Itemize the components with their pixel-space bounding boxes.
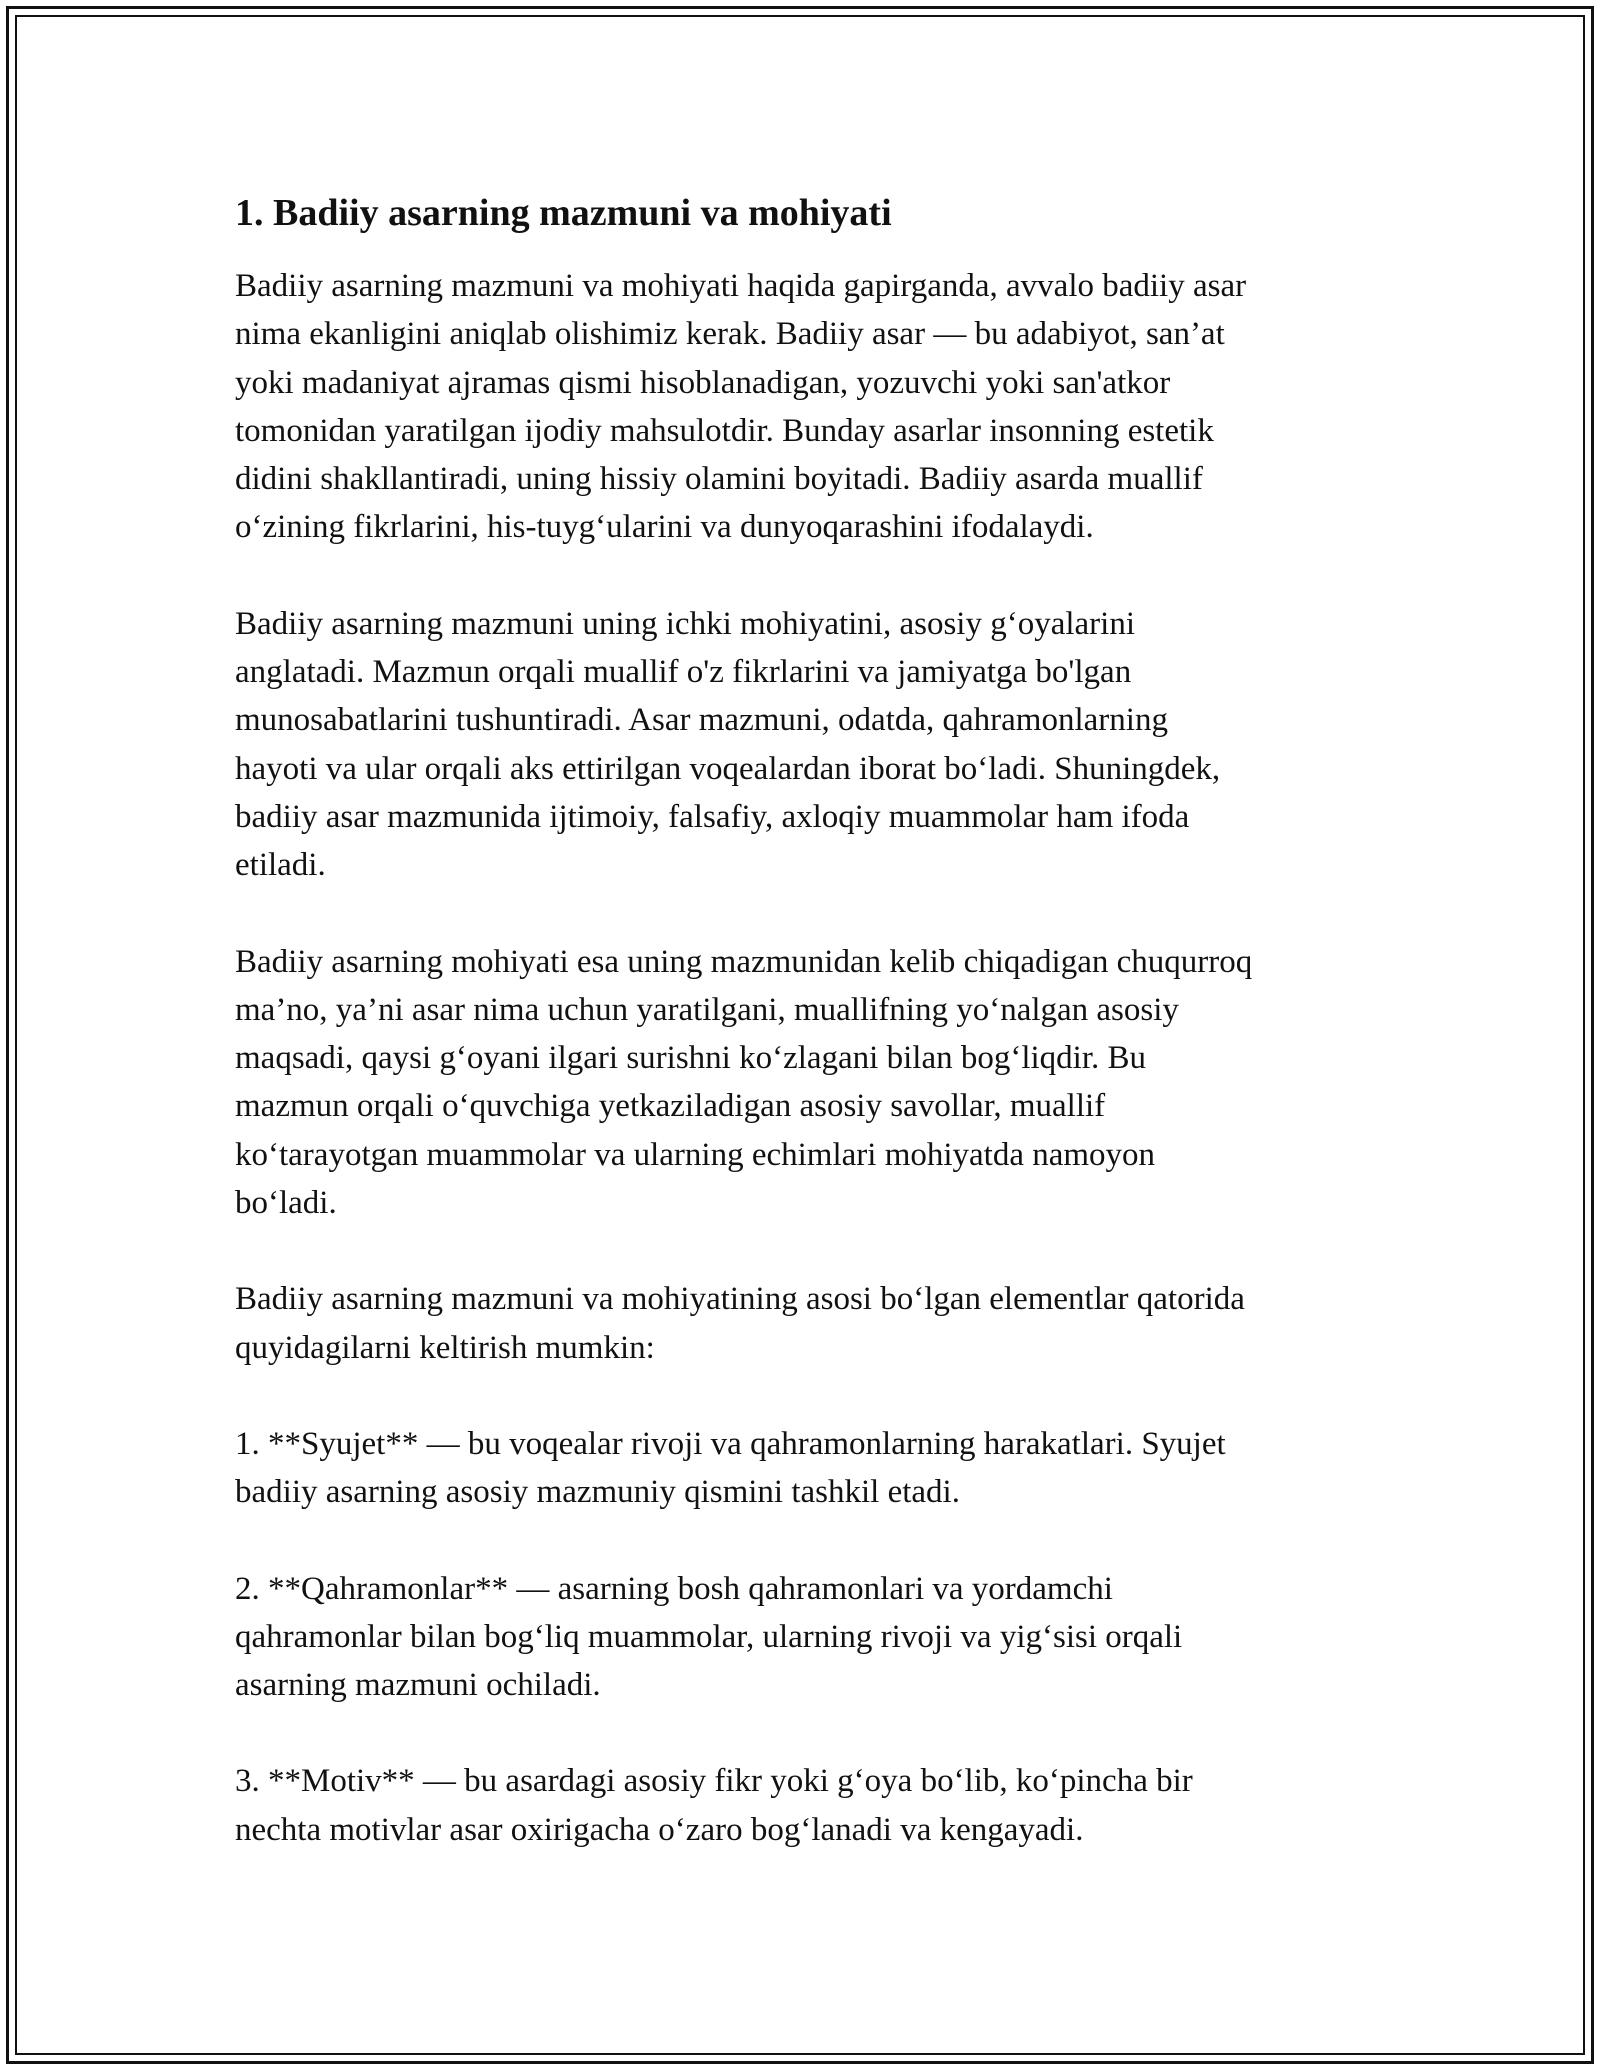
document-body [235,188,1370,1854]
list-item-plot: 1. **Syujet** — bu voqealar rivoji va qahramonlarning harakatlari. Syujet badiiy asarning asosiy mazmuniy qismini tashkil etadi. [235,1425,1226,1511]
list-item-motif: 3. **Motiv** — bu asardagi asosiy fikr yoki g‘oya bo‘lib, ko‘pincha bir nechta motivlar asar oxirigacha o‘zaro bog‘lanadi va kengayadi. [235,1763,1193,1848]
paragraph-elements-intro: Badiiy asarning mazmuni va mohiyatining asosi bo‘lgan elementlar qatorida quyidagilarni keltirish mumkin: [235,1281,1245,1366]
paragraph-definition: Badiiy asarning mazmuni va mohiyati haqida gapirganda, avvalo badiiy asar nima ekanligini aniqlab olishimiz kerak. Badiiy asar — bu adabiyot, san’at yoki madaniyat ajramas qismi hisoblanadigan, yozuvchi yoki san'atkor tomonidan yaratilgan ijodiy mahsulotdir. Bunday asarlar insonning estetik didini shakllantiradi, uning hissiy olamini boyitadi. Badiiy asarda muallif o‘zining fikrlarini, his-tuyg‘ularini va dunyoqarashini ifodalaydi. [235,268,1247,546]
paragraph-content: Badiiy asarning mazmuni uning ichki mohiyatini, asosiy g‘oyalarini anglatadi. Mazmun orqali muallif o'z fikrlarini va jamiyatga bo'lgan munosabatlarini tushuntiradi. Asar mazmuni, odatda, qahramonlarning hayoti va ular orqali aks ettirilgan voqealardan iborat bo‘ladi. Shuningdek, badiiy asar mazmunida ijtimoiy, falsafiy, axloqiy muammolar ham ifoda etiladi. [235,605,1221,884]
section-heading: 1. Badiiy asarning mazmuni va mohiyati [235,192,892,234]
paragraph-essence: Badiiy asarning mohiyati esa uning mazmunidan kelib chiqadigan chuqurroq ma’no, ya’ni asar nima uchun yaratilgani, muallifning yo‘nalgan asosiy maqsadi, qaysi g‘oyani ilgari surishni ko‘zlagani bilan bog‘liqdir. Bu mazmun orqali o‘quvchiga yetkaziladigan asosiy savollar, muallif ko‘tarayotgan muammolar va ularning echimlari mohiyatda namoyon bo‘ladi. [235,943,1253,1222]
list-item-characters: 2. **Qahramonlar** — asarning bosh qahramonlari va yordamchi qahramonlar bilan bog‘liq muammolar, ularning rivoji va yig‘sisi orqali asarning mazmuni ochiladi. [235,1570,1183,1704]
